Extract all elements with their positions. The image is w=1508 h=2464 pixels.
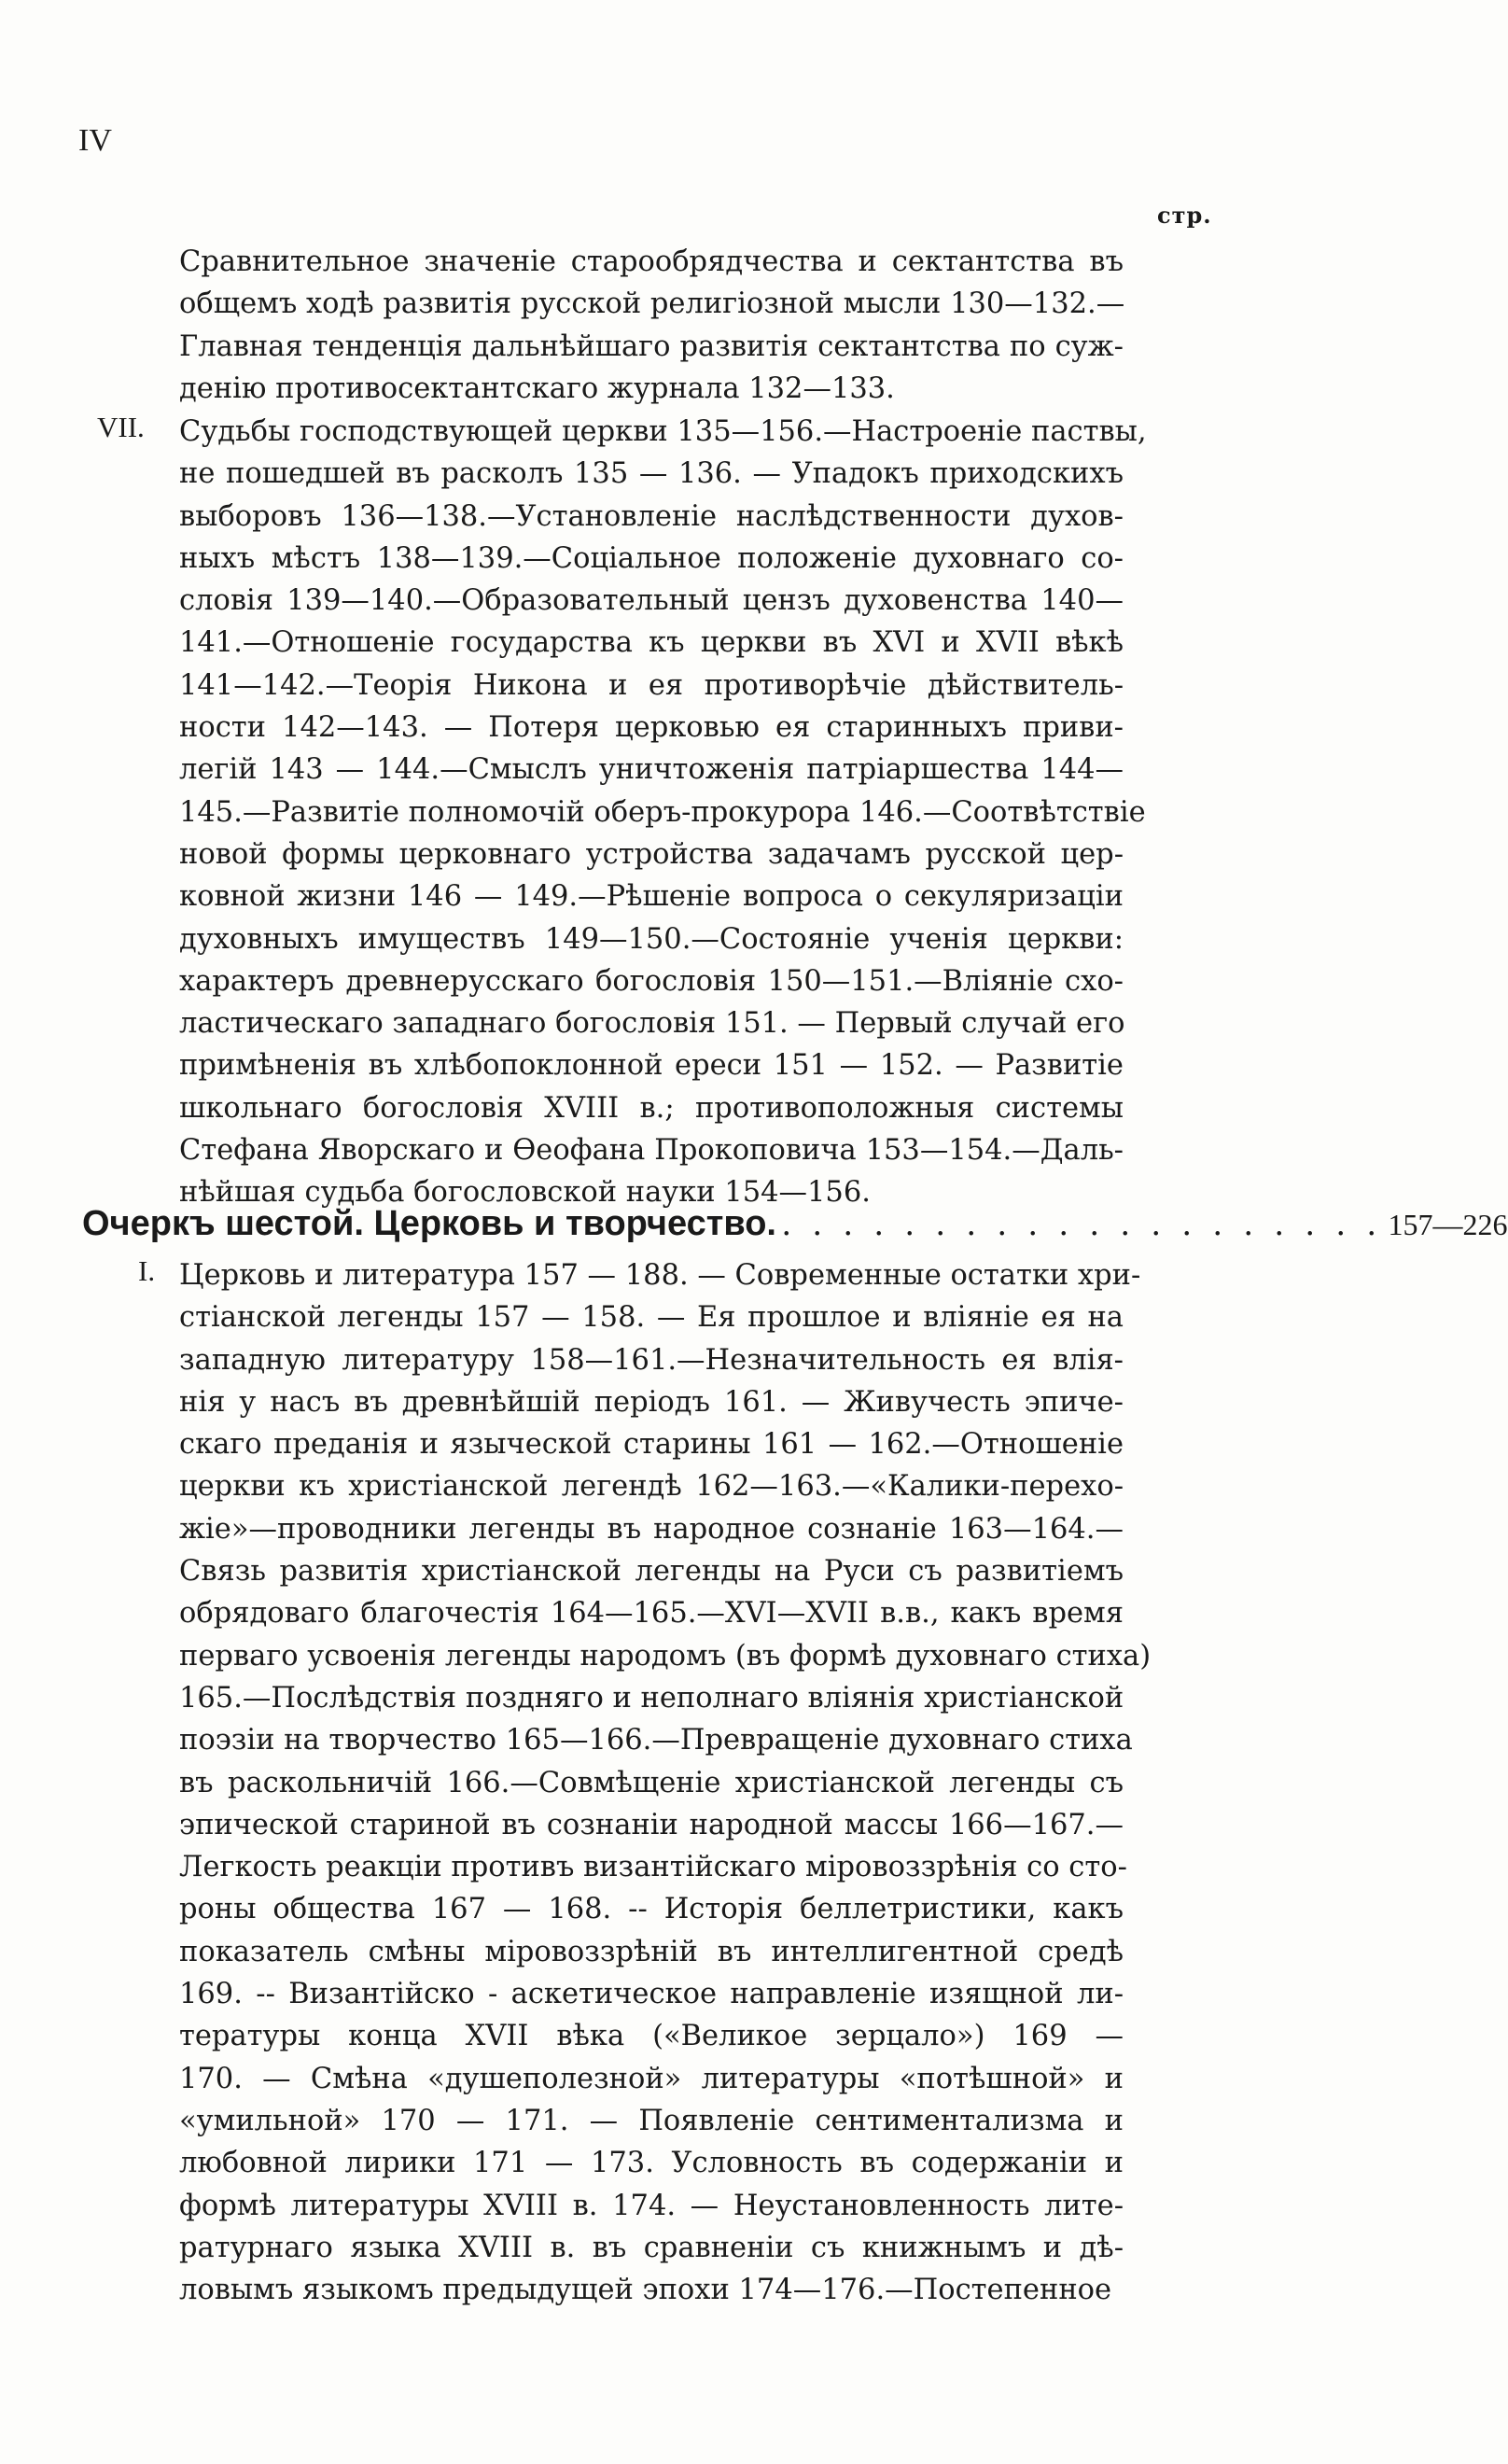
text-line: 145.—Развитіе полномочій оберъ-прокурора 146.—Соотвѣтствіе [179, 795, 1146, 829]
text-line: ратурнаго языка XVIII в. въ сравненіи съ книжнымъ и дѣ- [179, 2231, 1124, 2264]
text-line: 165.—Послѣдствія поздняго и неполнаго вліянія христіанской [179, 1681, 1124, 1715]
text-line: ловымъ языкомъ предыдущей эпохи 174—176.—Постепенное [179, 2274, 1112, 2307]
text-line: тературы конца XVII вѣка («Великое зерцало») 169 — [179, 2020, 1124, 2053]
text-line: эпической стариной въ сознаніи народной массы 166—167.— [179, 1808, 1124, 1841]
text-line: легій 143 — 144.—Смыслъ уничтоженія патріаршества 144— [179, 753, 1124, 787]
text-line: примѣненія въ хлѣбопоклонной ереси 151 — 152. — Развитіе [179, 1049, 1124, 1083]
text-line: показатель смѣны міровоззрѣній въ интеллигентной средѣ [179, 1935, 1124, 1968]
essay-page-range: 157—226 [1388, 1208, 1508, 1241]
text-line: школьнаго богословія XVIII в.; противоположныя системы [179, 1091, 1124, 1125]
text-line: выборовъ 136—138.—Установленіе наслѣдственности духов- [179, 499, 1124, 533]
text-line: ковной жизни 146 — 149.—Рѣшеніе вопроса о секуляризаціи [179, 880, 1124, 914]
text-line: западную литературу 158—161.—Незначительность ея влія- [179, 1343, 1124, 1377]
column-header: стр. [1157, 202, 1212, 229]
text-line: 169. -- Византійско - аскетическое направленіе изящной ли- [179, 1978, 1124, 2011]
text-line: жіе»—проводники легенды въ народное сознаніе 163—164.— [179, 1512, 1124, 1546]
leader-dots: . . . . . . . . . . . . . . . . . . . . [782, 1204, 1383, 1243]
intro-paragraph [179, 241, 1124, 410]
text-line: денію противосектантскаго журнала 132—133. [179, 371, 895, 405]
essay-heading [82, 1200, 1508, 1248]
text-line: не пошедшей въ расколъ 135 — 136. — Упадокъ приходскихъ [179, 457, 1124, 491]
text-line: стіанской легенды 157 — 158. — Ея прошлое и вліяніе ея на [179, 1301, 1124, 1335]
text-line: формѣ литературы XVIII в. 174. — Неустановленность лите- [179, 2189, 1124, 2222]
text-line: новой формы церковнаго устройства задачамъ русской цер- [179, 837, 1124, 871]
text-line: церкви къ христіанской легендѣ 162—163.—«Калики-перехо- [179, 1470, 1124, 1504]
section-numeral: I. [138, 1254, 156, 1287]
text-line: 141—142.—Теорія Никона и ея противорѣчіе дѣйствитель- [179, 668, 1124, 702]
text-line: Связь развитія христіанской легенды на Руси съ развитіемъ [179, 1555, 1124, 1589]
text-line: Стефана Яворскаго и Ѳеофана Прокоповича 153—154.—Даль- [179, 1134, 1124, 1168]
text-line: нія у насъ въ древнѣйшій періодъ 161. — Живучесть эпиче- [179, 1385, 1124, 1419]
text-line: обрядоваго благочестія 164—165.—XVI—XVII в.в., какъ время [179, 1597, 1124, 1631]
text-line: ластическаго западнаго богословія 151. — Первый случай его [179, 1007, 1125, 1041]
essay-title: Очеркъ шестой. Церковь и творчество. [82, 1204, 776, 1243]
section-i-paragraph [179, 1254, 1152, 2311]
text-line: нѣйшая судьба богословской науки 154—156. [179, 1176, 871, 1210]
text-line: ныхъ мѣстъ 138—139.—Соціальное положеніе духовнаго со- [179, 541, 1124, 575]
text-line: поэзіи на творчество 165—166.—Превращеніе духовнаго стиха [179, 1724, 1133, 1757]
text-line: любовной лирики 171 — 173. Условность въ содержаніи и [179, 2147, 1124, 2180]
text-line: «умильной» 170 — 171. — Появленіе сентиментализма и [179, 2104, 1124, 2137]
text-line: 141.—Отношеніе государства къ церкви въ XVI и XVII вѣкѣ [179, 626, 1124, 660]
text-line: Судьбы господствующей церкви 135—156.—Настроеніе паствы, [179, 415, 1147, 448]
text-line: общемъ ходѣ развитія русской религіозной мысли 130—132.— [179, 287, 1125, 321]
text-line: скаго преданія и языческой старины 161 — 162.—Отношеніе [179, 1428, 1124, 1462]
text-line: роны общества 167 — 168. -- Исторія беллетристики, какъ [179, 1893, 1124, 1926]
text-line: Главная тенденція дальнѣйшаго развитія сектантства по суж- [179, 329, 1124, 363]
text-line: въ раскольничій 166.—Совмѣщеніе христіанской легенды съ [179, 1766, 1124, 1799]
text-line: Легкость реакціи противъ византійскаго міровоззрѣнія со сто- [179, 1851, 1127, 1884]
text-line: Сравнительное значеніе старообрядчества и сектантства въ [179, 245, 1124, 278]
text-line: 170. — Смѣна «душеполезной» литературы «потѣшной» и [179, 2062, 1124, 2095]
text-line: словія 139—140.—Образовательный цензъ духовенства 140— [179, 584, 1124, 618]
text-line: характеръ древнерусскаго богословія 150—151.—Вліяніе схо- [179, 964, 1124, 998]
text-line: Церковь и литература 157 — 188. — Современные остатки хри- [179, 1259, 1141, 1292]
section-numeral: VII. [97, 411, 145, 443]
text-line: перваго усвоенія легенды народомъ (въ формѣ духовнаго стиха) [179, 1639, 1152, 1673]
text-line: духовныхъ имуществъ 149—150.—Состояніе ученія церкви: [179, 922, 1124, 956]
section-vii-paragraph [179, 411, 1147, 1214]
text-line: ности 142—143. — Потеря церковью ея старинныхъ приви- [179, 711, 1124, 745]
page-number: IV [78, 123, 112, 158]
